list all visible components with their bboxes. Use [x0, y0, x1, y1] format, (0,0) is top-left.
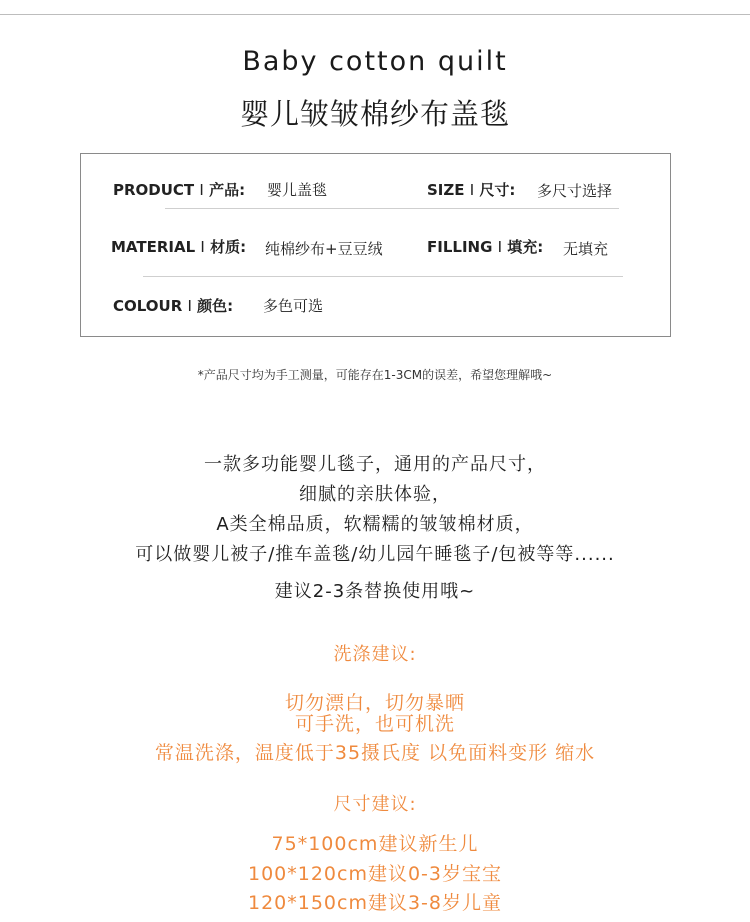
measurement-note: *产品尺寸均为手工测量，可能存在1-3CM的误差，希望您理解哦~ — [197, 368, 553, 382]
size-value: 多尺寸选择 — [537, 182, 613, 200]
title-english: Baby cotton quilt — [242, 46, 508, 77]
row-separator — [143, 276, 623, 277]
colour-value: 多色可选 — [263, 297, 324, 315]
filling-value: 无填充 — [563, 240, 609, 258]
product-value: 婴儿盖毯 — [267, 181, 328, 199]
description-line: 建议2-3条替换使用哦~ — [274, 581, 476, 602]
washing-line: 常温洗涤，温度低于35摄氏度 以免面料变形 缩水 — [154, 742, 596, 764]
washing-heading: 洗涤建议: — [333, 644, 417, 665]
title-chinese: 婴儿皱皱棉纱布盖毯 — [239, 97, 510, 131]
product-label: PRODUCT I 产品: — [113, 181, 246, 199]
row-separator — [165, 208, 619, 209]
size-heading: 尺寸建议: — [333, 794, 417, 815]
washing-line: 可手洗，也可机洗 — [294, 713, 455, 735]
description-line: 细腻的亲肤体验， — [299, 484, 451, 505]
description-line: 可以做婴儿被子/推车盖毯/幼儿园午睡毯子/包被等等...... — [135, 544, 615, 565]
material-label: MATERIAL I 材质: — [111, 238, 247, 256]
description-line: A类全棉品质，软糯糯的皱皱棉材质， — [216, 514, 534, 535]
spec-table — [80, 153, 671, 337]
filling-label: FILLING I 填充: — [427, 238, 544, 256]
material-value: 纯棉纱布+豆豆绒 — [265, 240, 383, 258]
washing-line: 切勿漂白，切勿暴晒 — [284, 692, 465, 714]
colour-label: COLOUR I 颜色: — [113, 297, 234, 315]
size-line: 120*150cm建议3-8岁儿童 — [247, 892, 503, 914]
top-divider — [0, 14, 750, 15]
size-label: SIZE I 尺寸: — [427, 181, 516, 199]
size-line: 100*120cm建议0-3岁宝宝 — [247, 863, 503, 885]
description-line: 一款多功能婴儿毯子，通用的产品尺寸， — [204, 454, 546, 475]
size-line: 75*100cm建议新生儿 — [271, 833, 479, 855]
